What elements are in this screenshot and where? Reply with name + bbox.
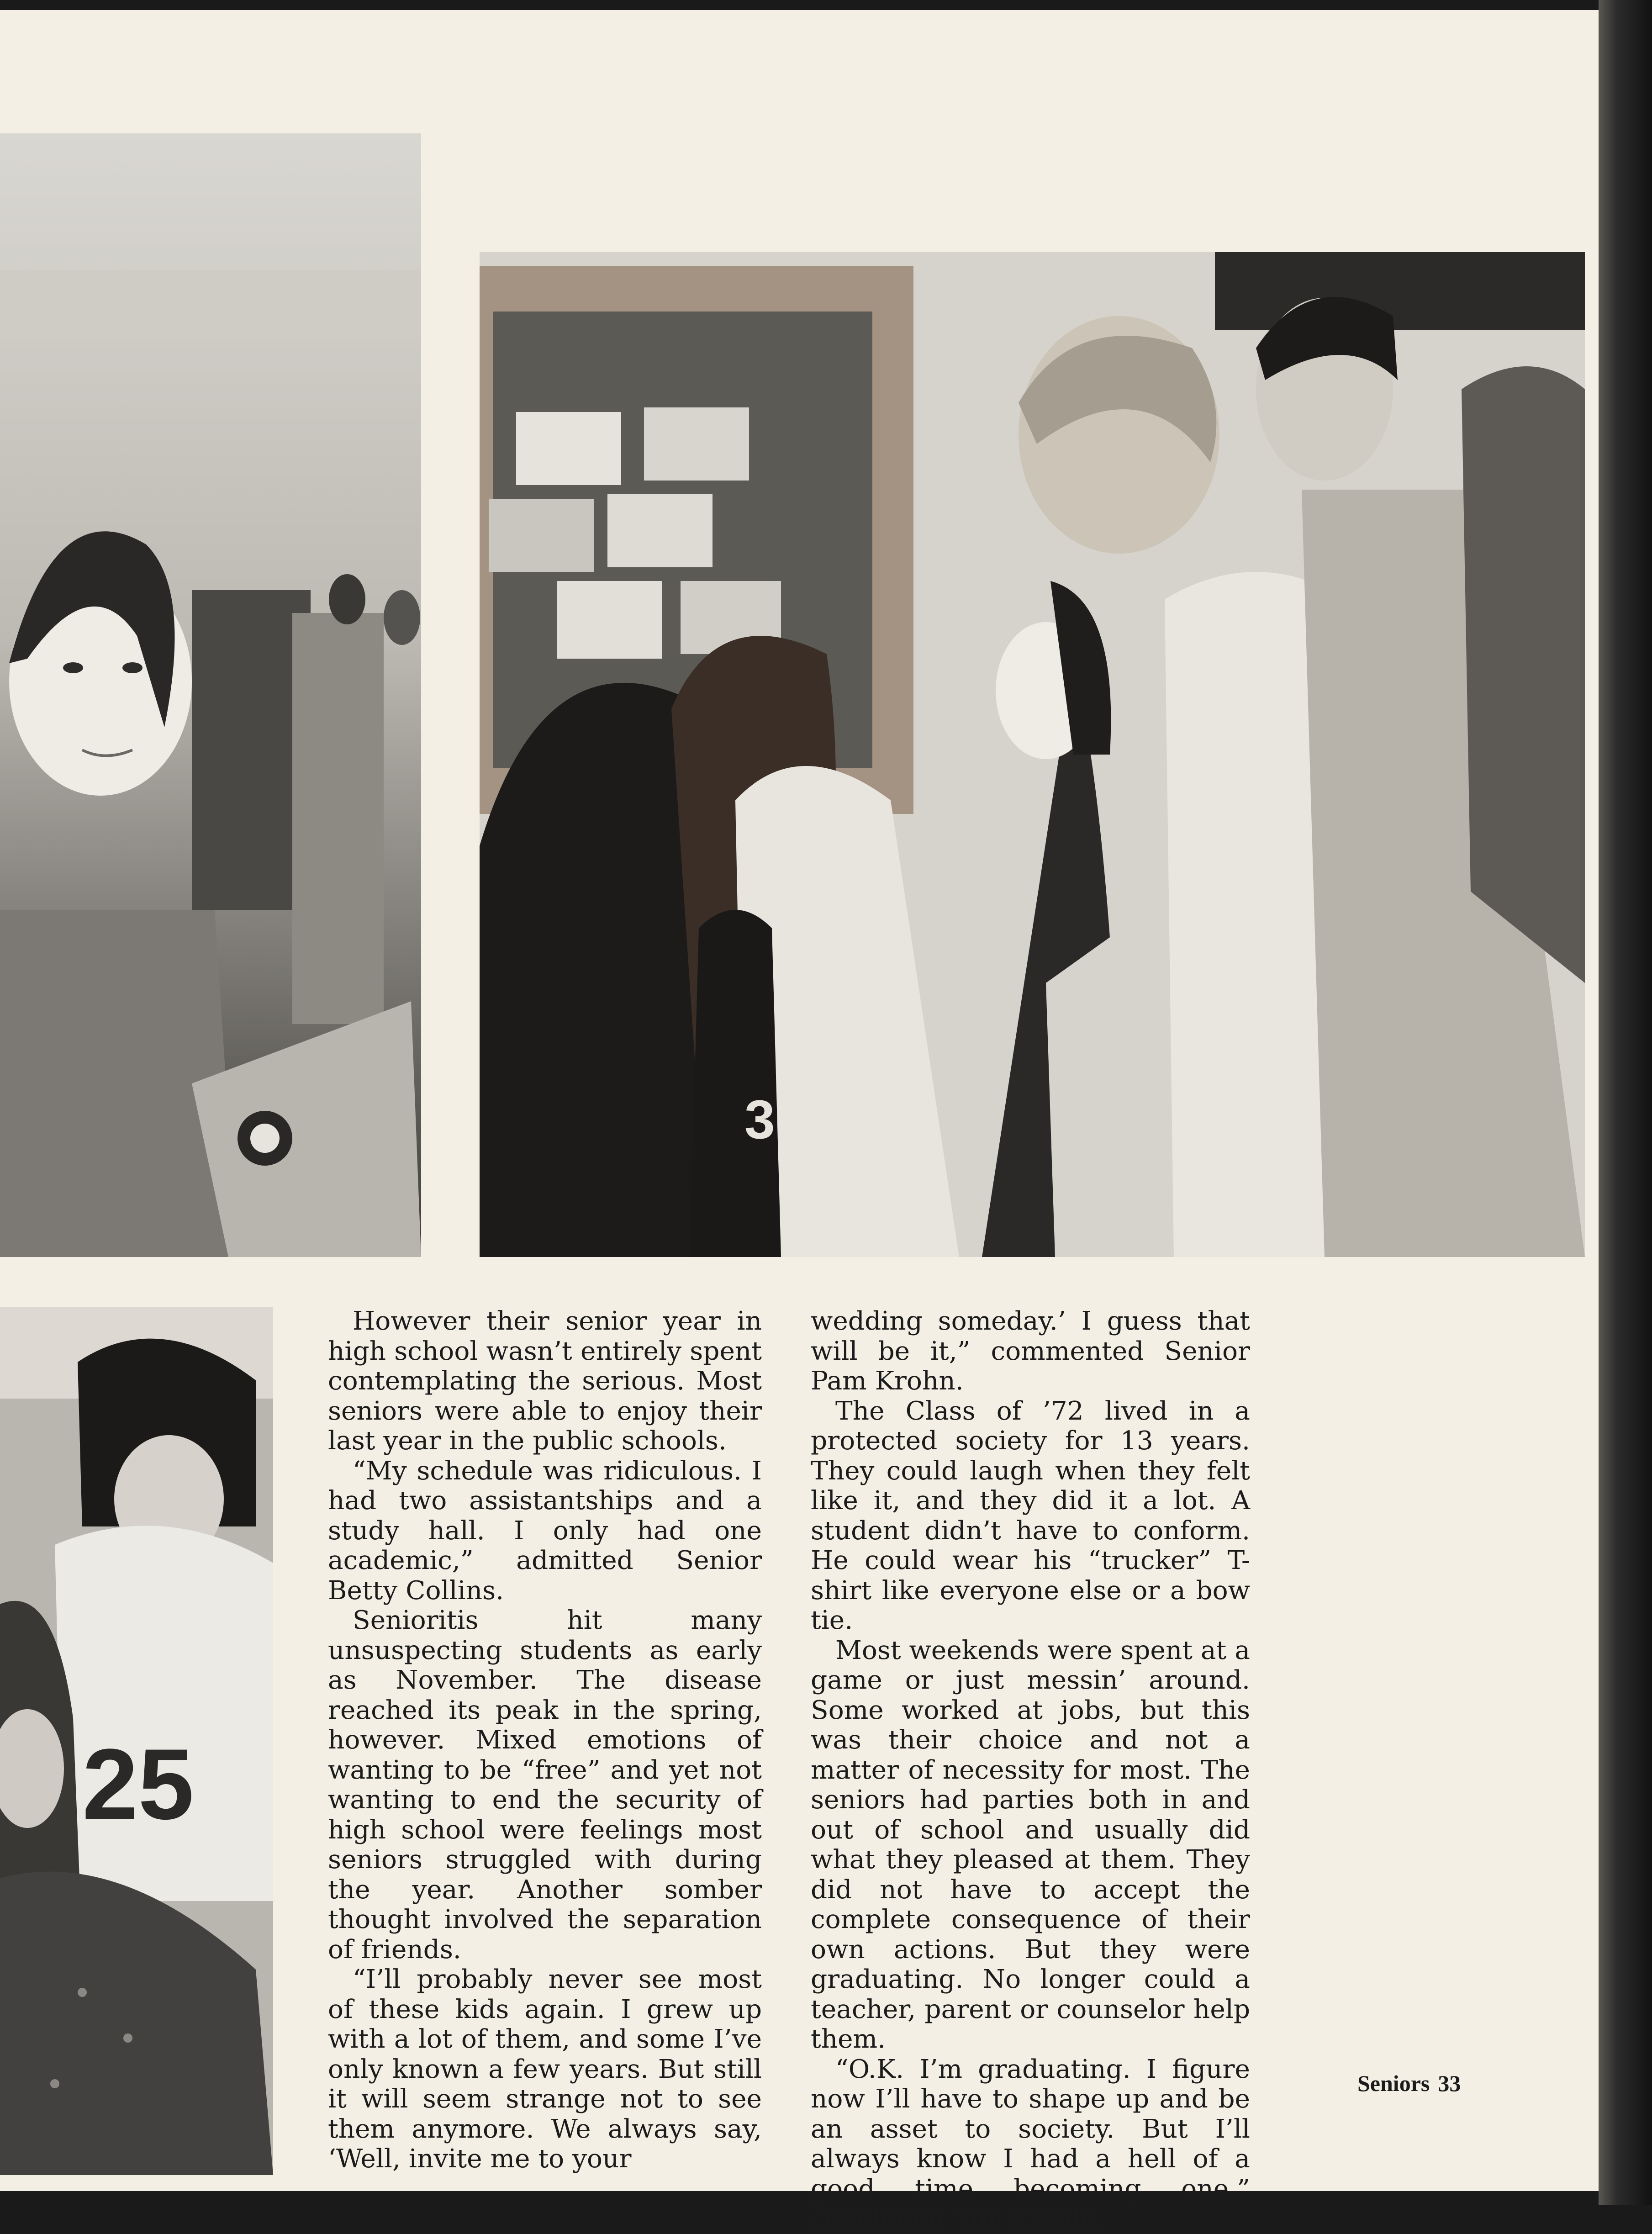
article-paragraph: wedding someday.’ I guess that will be it,” commented Senior Pam Krohn. [811, 1306, 1250, 1396]
article-paragraph: However their senior year in high school wasn’t entirely spent contemplating the serious. Most seniors were able to enjoy their last year in the public schools. [328, 1306, 762, 1456]
article-column-left [328, 1306, 762, 2174]
folio-section: Seniors [1357, 2070, 1430, 2096]
book-binding [1599, 0, 1652, 2205]
article-paragraph: “My schedule was ridiculous. I had two assistantships and a study hall. I only had one academic,” admitted Senior Betty Collins. [328, 1456, 762, 1606]
photo-students-at-bulletin-board [480, 252, 1585, 1257]
jersey-number: 25 [82, 1728, 194, 1840]
photo-students-laughing [0, 1307, 273, 2175]
article-paragraph: Senioritis hit many unsuspecting students as early as November. The disease reached its peak in the spring, however. Mixed emotions of wanting to be “free” and yet not wanting to end the security of high school were feelings most seniors struggled with during the year. Another somber thought involved the separation of friends. [328, 1606, 762, 1965]
article-paragraph: “I’ll probably never see most of these kids again. I grew up with a lot of them, and some I’ve only known a few years. But still it will seem strange not to see them anymore. We always say, ‘Well, invite me to your [328, 1965, 762, 2174]
page-folio [1357, 2070, 1469, 2097]
article-column-right [811, 1306, 1250, 2234]
article-paragraph: The Class of ’72 lived in a protected society for 13 years. They could laugh when they felt like it, and they did it a lot. A student didn’t have to conform. He could wear his “trucker” T-shirt like everyone else or a bow tie. [811, 1396, 1250, 1635]
jersey-number: 3 [744, 1089, 775, 1150]
yearbook-page [0, 10, 1599, 2234]
article-paragraph: Most weekends were spent at a game or just messin’ around. Some worked at jobs, but this was their choice and not a matter of necessity for most. The seniors had parties both in and out of school and usually did what they pleased at them. They did not have to accept the complete consequence of their own actions. But they were graduating. No longer could a teacher, parent or counselor help them. [811, 1635, 1250, 2054]
photo-girl-in-hallway [0, 133, 421, 1257]
page-number: 33 [1438, 2070, 1461, 2096]
article-paragraph: “O.K. I’m graduating. I figure now I’ll have to shape up and be an asset to society. But I’ll always know I had a hell of a good time becoming one,” concluded Tim Knight. [811, 2054, 1250, 2234]
